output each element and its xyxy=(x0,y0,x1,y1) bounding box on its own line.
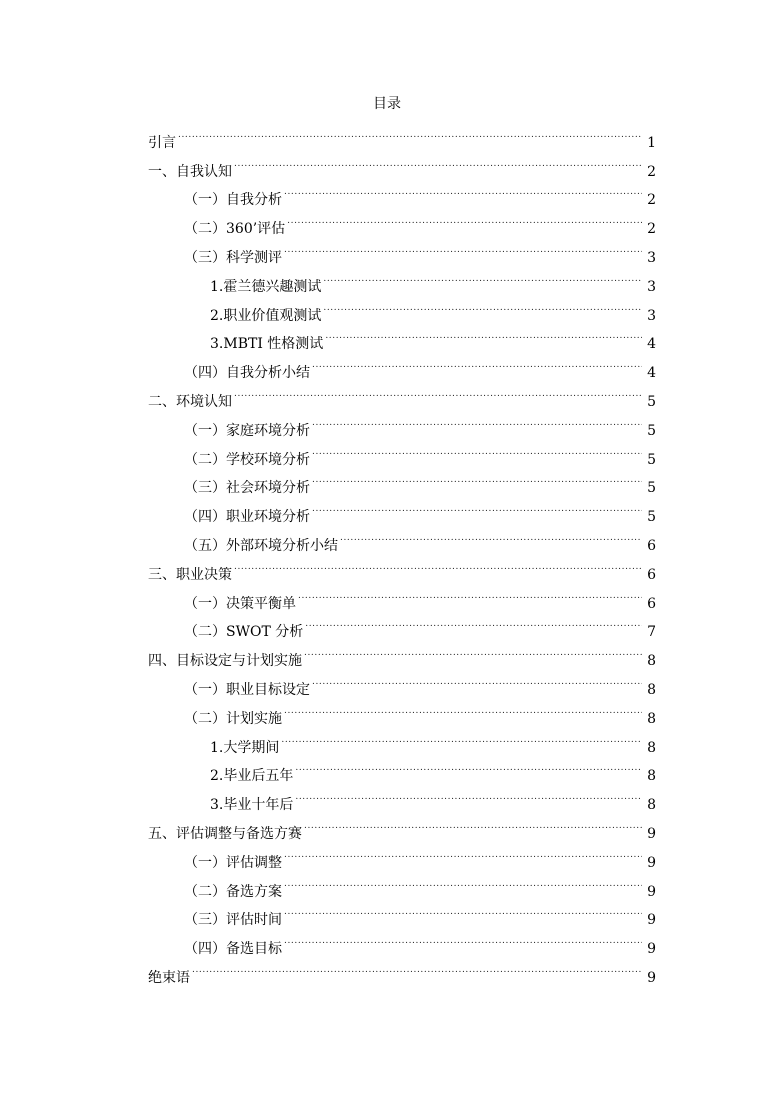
toc-title: 目录 xyxy=(373,96,401,112)
toc-page-number: 9 xyxy=(647,883,656,900)
toc-entry-label: （二）学校环境分析 xyxy=(184,451,310,468)
toc-page-number: 6 xyxy=(647,537,656,554)
toc-page-number: 5 xyxy=(647,509,656,526)
toc-page-number: 3 xyxy=(647,278,656,295)
toc-entry-label: 四、目标设定与计划实施 xyxy=(148,653,302,670)
toc-page-number: 9 xyxy=(647,969,656,986)
toc-entry-label: 引言 xyxy=(148,134,176,151)
toc-page-number: 5 xyxy=(647,480,656,497)
toc-page-number: 7 xyxy=(647,624,656,641)
toc-page-number: 9 xyxy=(647,941,656,958)
dot-leader xyxy=(284,924,642,953)
toc-page-number: 5 xyxy=(647,422,656,439)
dot-leader xyxy=(234,377,642,406)
dot-leader xyxy=(287,204,642,233)
dot-leader xyxy=(312,348,642,377)
toc-entry-label: 2.职业价值观测试 xyxy=(210,307,322,324)
toc-page-number: 8 xyxy=(647,768,656,785)
toc-page-number: 2 xyxy=(647,221,656,238)
dot-leader xyxy=(234,550,642,579)
toc-page-number: 3 xyxy=(647,307,656,324)
dot-leader xyxy=(312,435,642,464)
toc-entry-label: （二）360’评估 xyxy=(184,221,286,238)
toc-page-number: 8 xyxy=(647,653,656,670)
toc-entry[interactable] xyxy=(148,953,656,986)
dot-leader xyxy=(340,521,642,550)
toc-entry-label: 三、职业决策 xyxy=(148,566,232,583)
toc-page-number: 5 xyxy=(647,393,656,410)
toc-entry-label: 五、评估调整与备选方赛 xyxy=(148,825,302,842)
toc-entry-label: （一）评估调整 xyxy=(184,854,282,871)
toc-entry-label: （二）备选方案 xyxy=(184,883,282,900)
dot-leader xyxy=(312,492,642,521)
dot-leader xyxy=(192,953,642,982)
toc-page-number: 9 xyxy=(647,825,656,842)
toc-entry-label: （一）决策平衡单 xyxy=(184,595,296,612)
toc-page-number: 9 xyxy=(647,912,656,929)
toc-entry-label: （三）社会环境分析 xyxy=(184,480,310,497)
toc-entry[interactable] xyxy=(148,147,656,180)
toc-page-number: 2 xyxy=(647,192,656,209)
toc-page-number: 8 xyxy=(647,681,656,698)
toc-page-number: 9 xyxy=(647,854,656,871)
toc-page-number: 8 xyxy=(647,710,656,727)
dot-leader xyxy=(284,838,642,867)
dot-leader xyxy=(295,752,642,781)
dot-leader xyxy=(281,723,642,752)
toc-entry-label: （四）职业环境分析 xyxy=(184,509,310,526)
toc-entry-label: （一）家庭环境分析 xyxy=(184,422,310,439)
toc-entry-label: 绝束语 xyxy=(148,969,190,986)
toc-page-number: 4 xyxy=(647,336,656,353)
dot-leader xyxy=(312,464,642,493)
table-of-contents xyxy=(148,118,656,986)
dot-leader xyxy=(295,780,642,809)
dot-leader xyxy=(312,406,642,435)
toc-page-number: 8 xyxy=(647,739,656,756)
dot-leader xyxy=(298,579,642,608)
dot-leader xyxy=(304,809,642,838)
toc-entry[interactable] xyxy=(148,118,656,151)
dot-leader xyxy=(284,233,642,262)
toc-page-number: 4 xyxy=(647,365,656,382)
toc-entry-label: 一、自我认知 xyxy=(148,163,232,180)
toc-entry-label: 3.MBTI 性格测试 xyxy=(210,336,324,353)
toc-entry-label: （二）SWOT 分析 xyxy=(184,624,304,641)
toc-page-number: 8 xyxy=(647,797,656,814)
toc-entry-label: （三）评估时间 xyxy=(184,912,282,929)
toc-page-number: 3 xyxy=(647,249,656,266)
dot-leader xyxy=(284,867,642,896)
toc-entry-label: （二）计划实施 xyxy=(184,710,282,727)
toc-entry-label: 二、环境认知 xyxy=(148,393,232,410)
toc-entry-label: 3.毕业十年后 xyxy=(210,797,294,814)
dot-leader xyxy=(284,896,642,925)
toc-page-number: 6 xyxy=(647,566,656,583)
dot-leader xyxy=(304,636,642,665)
dot-leader xyxy=(312,665,642,694)
dot-leader xyxy=(234,147,642,176)
dot-leader xyxy=(284,176,642,205)
toc-entry-label: （五）外部环境分析小结 xyxy=(184,537,338,554)
toc-entry-label: （四）备选目标 xyxy=(184,941,282,958)
dot-leader xyxy=(323,291,642,320)
toc-page-number: 2 xyxy=(647,163,656,180)
toc-entry-label: 1.霍兰德兴趣测试 xyxy=(210,278,322,295)
toc-entry-label: 2.毕业后五年 xyxy=(210,768,294,785)
toc-page-number: 5 xyxy=(647,451,656,468)
dot-leader xyxy=(325,320,642,349)
dot-leader xyxy=(284,694,642,723)
dot-leader xyxy=(305,608,642,637)
dot-leader xyxy=(323,262,642,291)
toc-page-number: 1 xyxy=(647,134,656,151)
toc-entry-label: 1.大学期间 xyxy=(210,739,280,756)
toc-entry-label: （一）自我分析 xyxy=(184,192,282,209)
toc-entry-label: （四）自我分析小结 xyxy=(184,365,310,382)
toc-entry-label: （一）职业目标设定 xyxy=(184,681,310,698)
toc-page-number: 6 xyxy=(647,595,656,612)
dot-leader xyxy=(178,118,642,147)
toc-entry-label: （三）科学测评 xyxy=(184,249,282,266)
